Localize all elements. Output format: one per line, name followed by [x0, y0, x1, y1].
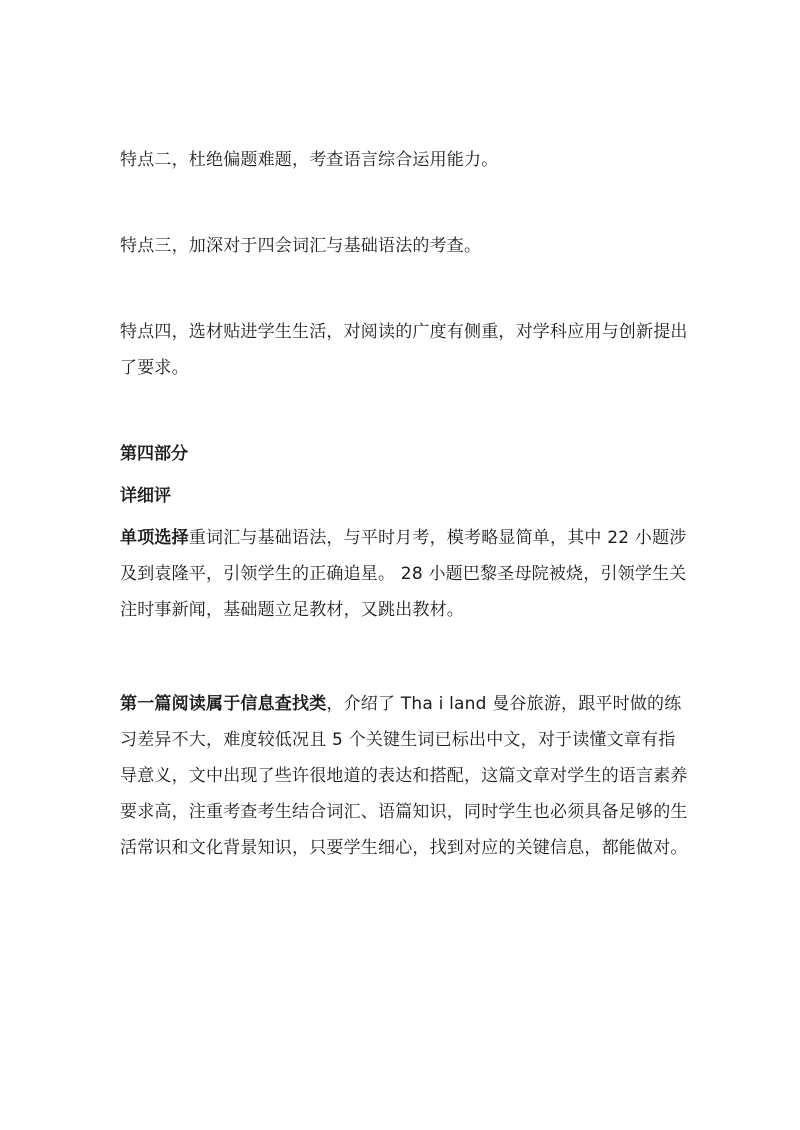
feature-two-paragraph: 特点二，杜绝偏题难题，考查语言综合运用能力。: [120, 150, 499, 170]
reading-one-text: ，介绍了 Tha i land 曼谷旅游，跟平时做的练习差异不大，难度较低况且 5 个关键生词已标出中文，对于读懂文章有指导意义，文中出现了些许很地道的表达和搭配，这篇文章对学生的语言素养要求高，注重考查考生结合词汇、语篇知识，同时学生也必须具备足够的生活常识和文化背景知识，只要学生细心，找到对应的关键信息，都能做对。: [120, 694, 688, 858]
reading-one-paragraph: [120, 686, 690, 866]
single-choice-paragraph: [120, 520, 690, 628]
detailed-review-heading: 详细评: [120, 486, 171, 506]
feature-three-paragraph: 特点三，加深对于四会词汇与基础语法的考查。: [120, 236, 482, 256]
feature-four-paragraph: 特点四，选材贴进学生生活，对阅读的广度有侧重，对学科应用与创新提出了要求。: [120, 322, 688, 378]
reading-one-lead: 第一篇阅读属于信息查找类: [120, 694, 327, 714]
single-choice-text: 重词汇与基础语法，与平时月考，模考略显简单，其中 22 小题涉及到袁隆平，引领学生的正确追星。 28 小题巴黎圣母院被烧，引领学生关注时事新闻，基础题立足教材，又跳出教材。: [120, 528, 687, 620]
part-four-heading: 第四部分: [120, 444, 188, 464]
single-choice-lead: 单项选择: [120, 528, 189, 548]
